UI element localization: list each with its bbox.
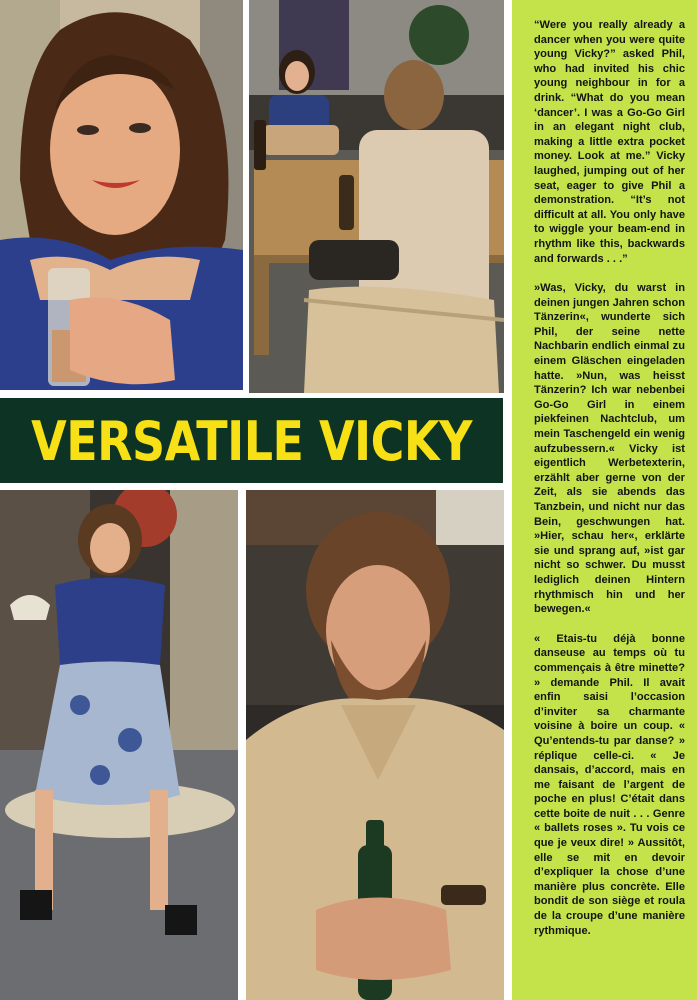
article-paragraph-english: “Were you really already a dancer when you were quite young Vicky?” asked Phil, who had invited his chic young neighbour in for a drink. “What do you mean ‘dancer’. I was a Go-Go Girl in an elegant night club, making a little extra pocket money. Look at me.” Vicky laughed, jumping out of her seat, eager to give Phil a demonstration. “It’s not difficult at all. You only have to wiggle your beam-end in rhythm like this, backwards and forwards . . .” [534, 19, 685, 265]
article-paragraph-french: « Etais-tu déjà bonne danseuse au temps où tu commençais à être minette? » demande Phil. Il avait enfin saisi l’occasion d’inviter sa charmante voisine à boire un coup. « Qu’entends-tu par danse? » réplique celle-ci. « Je dansais, d’accord, mais en me faisant de l’argent de poche en plus! C’était dans cette boite de nuit . . . Genre « ballets roses ». Tu vois ce que je veux dire! » Aussitôt, elle se mit en devoir d’expliquer la chose d’une manière plus concrète. Elle bondit de son siège et roula de la croupe d’une manière rythmique. [534, 632, 685, 937]
article-paragraph-german: »Was, Vicky, du warst in deinen jungen Jahren schon Tänzerin«, wunderte sich Phil, der seine nette Nachbarin endlich einmal zu einem Gläschen eingeladen hatte. »Nun, was heisst Tänzerin? Ich war nebenbei Go-Go Girl in einem piekfeinen Nachtclub, um mein Taschengeld ein wenig aufzubessern.« Vicky ist eigentlich Werbetexterin, erzählt aber gerne von der Zeit, als sie abends das Tanzbein, und nicht nur das Bein, geschwungen hat. »Hier, schau her«, erklärte sie und sprang auf, »ist gar nicht so schwer. Du musst lediglich deinen Hintern rhythmisch hin und her bewegen.« [534, 282, 685, 616]
photo-living-room-scene [249, 0, 504, 393]
article-text-column [512, 0, 697, 1000]
photo-woman-with-glass [0, 0, 243, 390]
page-title: VERSATILE VICKY [31, 408, 472, 473]
title-band [0, 398, 503, 483]
photo-man-with-bottle [246, 490, 504, 1000]
photo-woman-standing [0, 490, 238, 1000]
